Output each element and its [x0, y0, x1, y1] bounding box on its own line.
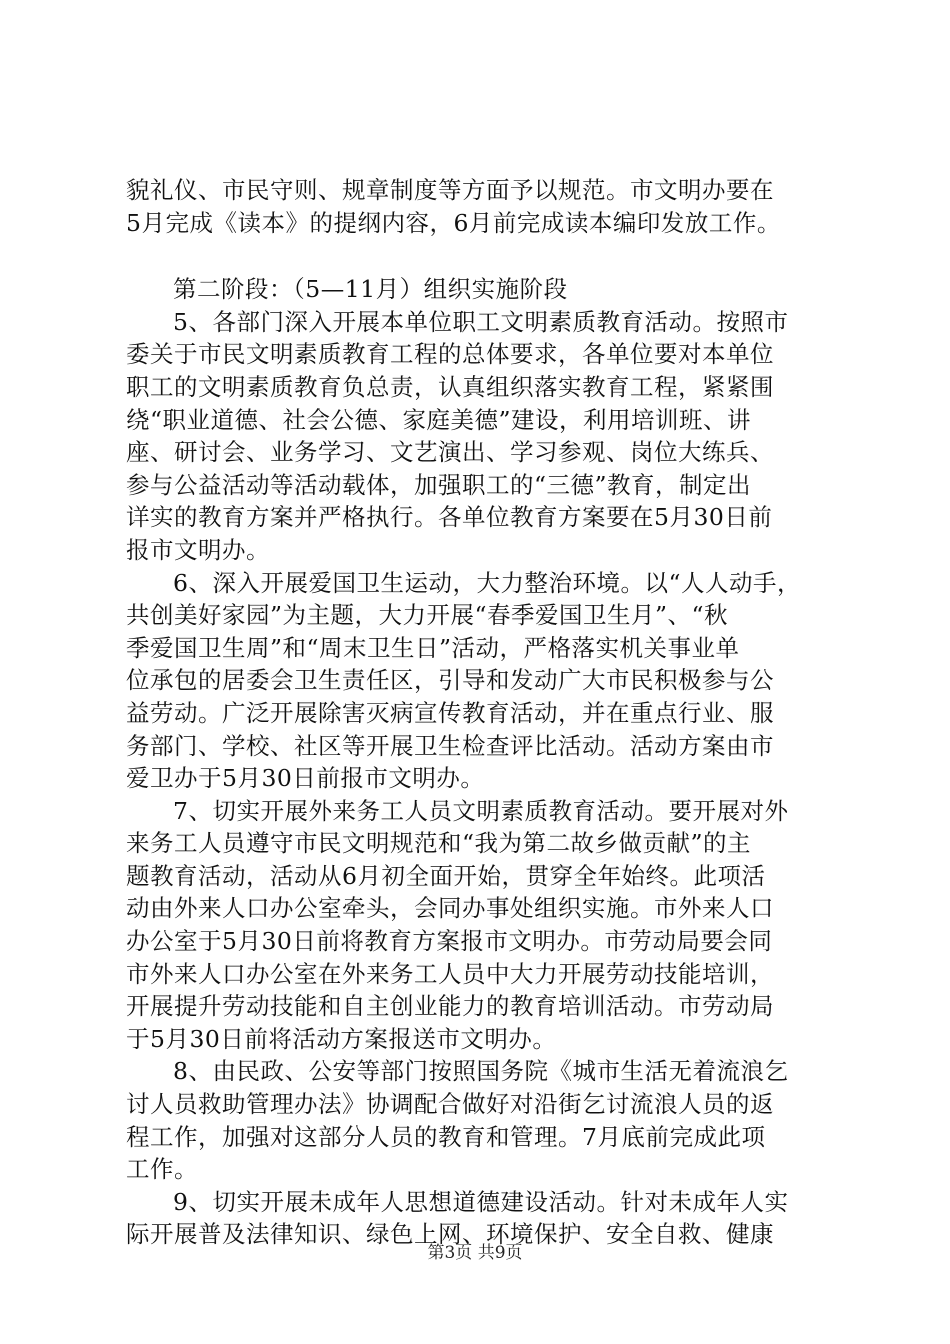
text-line: 爱卫办于5月30日前报市文明办。	[126, 764, 485, 793]
intro-paragraph	[126, 174, 830, 239]
text-line: 报市文明办。	[126, 535, 270, 564]
text-line: 9、切实开展未成年人思想道德建设活动。针对未成年人实	[173, 1187, 789, 1216]
text-line: 程工作，加强对这部分人员的教育和管理。7月底前完成此项	[126, 1122, 766, 1151]
text-line: 开展提升劳动技能和自主创业能力的教育培训活动。市劳动局	[126, 992, 774, 1021]
text-line: 季爱国卫生周”和“周末卫生日”活动，严格落实机关事业单	[126, 633, 740, 662]
text-line: 5、各部门深入开展本单位职工文明素质教育活动。按照市	[173, 307, 789, 336]
text-line: 绕“职业道德、社会公德、家庭美德”建设，利用培训班、讲	[126, 405, 752, 434]
page-number-footer: 第3页 共9页	[427, 1243, 523, 1263]
text-line: 6、深入开展爱国卫生运动，大力整治环境。以“人人动手，	[173, 568, 801, 597]
item-8-paragraph	[126, 1055, 830, 1185]
text-line: 共创美好家园”为主题，大力开展“春季爱国卫生月”、“秋	[126, 601, 729, 630]
item-5-paragraph	[126, 306, 830, 567]
paragraph-gap	[126, 239, 830, 273]
text-line: 8、由民政、公安等部门按照国务院《城市生活无着流浪乞	[173, 1057, 789, 1086]
text-line: 益劳动。广泛开展除害灭病宣传教育活动，并在重点行业、服	[126, 698, 774, 727]
text-line: 讨人员救助管理办法》协调配合做好对沿街乞讨流浪人员的返	[126, 1090, 774, 1119]
text-line: 貌礼仪、市民守则、规章制度等方面予以规范。市文明办要在	[126, 176, 774, 204]
text-line: 市外来人口办公室在外来务工人员中大力开展劳动技能培训，	[126, 959, 774, 988]
text-line: 职工的文明素质教育负总责，认真组织落实教育工程，紧紧围	[126, 372, 774, 401]
stage-heading: 第二阶段：（5—11月）组织实施阶段	[173, 275, 568, 304]
item-7-paragraph	[126, 795, 830, 1056]
text-line: 5月完成《读本》的提纲内容，6月前完成读本编印发放工作。	[126, 208, 781, 237]
document-body	[126, 174, 830, 1251]
text-line: 参与公益活动等活动载体，加强职工的“三德”教育，制定出	[126, 470, 752, 499]
text-line: 办公室于5月30日前将教育方案报市文明办。市劳动局要会同	[126, 927, 773, 956]
text-line: 于5月30日前将活动方案报送市文明办。	[126, 1024, 557, 1053]
text-line: 位承包的居委会卫生责任区，引导和发动广大市民积极参与公	[126, 666, 774, 695]
text-line: 题教育活动，活动从6月初全面开始，贯穿全年始终。此项活	[126, 861, 766, 890]
text-line: 务部门、学校、社区等开展卫生检查评比活动。活动方案由市	[126, 731, 774, 760]
text-line: 来务工人员遵守市民文明规范和“我为第二故乡做贡献”的主	[126, 829, 752, 858]
text-line: 详实的教育方案并严格执行。各单位教育方案要在5月30日前	[126, 503, 773, 532]
text-line: 工作。	[126, 1155, 198, 1184]
text-line: 际开展普及法律知识、绿色上网、环境保护、安全自救、健康	[126, 1220, 774, 1249]
text-line: 动由外来人口办公室牵头，会同办事处组织实施。市外来人口	[126, 894, 774, 923]
text-line: 委关于市民文明素质教育工程的总体要求，各单位要对本单位	[126, 340, 774, 369]
item-6-paragraph	[126, 567, 830, 795]
text-line: 座、研讨会、业务学习、文艺演出、学习参观、岗位大练兵、	[126, 438, 774, 467]
text-line: 7、切实开展外来务工人员文明素质教育活动。要开展对外	[173, 796, 789, 825]
